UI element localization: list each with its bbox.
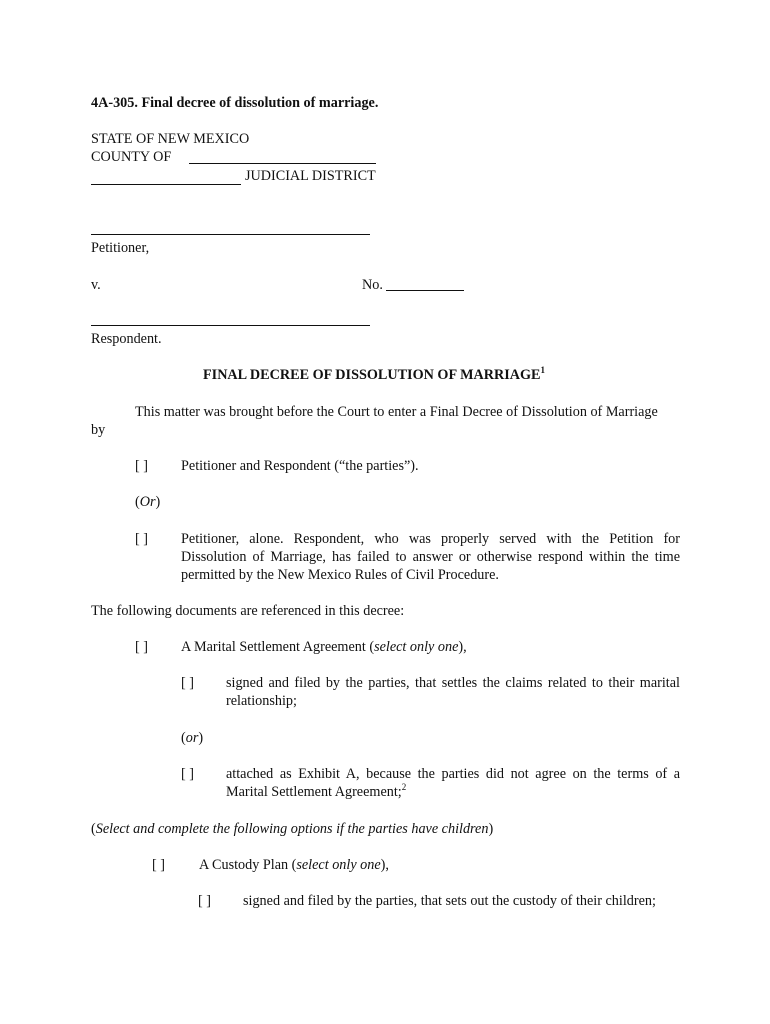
option-petitioner-alone: Petitioner, alone. Respondent, who was properly served with the Petition for Dissolution of Marriage, has failed to answer or otherwise respond within the time permitted by the New Mexico Rules of Civil Procedure. <box>181 531 680 583</box>
msa-select-note: select only one <box>374 639 459 655</box>
or-option-1: (Or) <box>135 494 161 510</box>
respondent-label: Respondent. <box>91 331 162 347</box>
documents-intro: The following documents are referenced in this decree: <box>91 603 405 619</box>
or-option-2-text: or <box>185 730 199 746</box>
msa-attached-option <box>226 765 680 801</box>
decree-heading-text: FINAL DECREE OF DISSOLUTION OF MARRIAGE <box>203 367 541 383</box>
footnote-1-ref: 1 <box>540 365 546 375</box>
checkbox-both-parties[interactable]: [ ] <box>135 458 148 474</box>
decree-heading <box>203 366 545 384</box>
versus-label: v. <box>91 277 101 293</box>
checkbox-custody-signed[interactable]: [ ] <box>198 893 211 909</box>
checkbox-msa[interactable]: [ ] <box>135 639 148 655</box>
custody-label-text: A Custody Plan ( <box>199 857 297 873</box>
msa-label <box>181 638 467 656</box>
checkbox-msa-signed[interactable]: [ ] <box>181 675 194 691</box>
case-number-blank[interactable] <box>386 290 464 291</box>
or-option-1-text: Or <box>139 494 156 510</box>
msa-label-text: A Marital Settlement Agreement ( <box>181 639 375 655</box>
district-blank[interactable] <box>91 184 241 185</box>
custody-label <box>199 856 389 874</box>
petitioner-name-blank[interactable] <box>91 234 370 235</box>
children-note-text: Select and complete the following options if the parties have children <box>95 821 489 837</box>
county-label: COUNTY OF <box>91 149 172 165</box>
intro-line-1: This matter was brought before the Court to enter a Final Decree of Dissolution of Marriage <box>135 404 658 420</box>
or-option-2: (or) <box>181 730 204 746</box>
rule-title: 4A-305. Final decree of dissolution of marriage. <box>91 95 379 111</box>
district-label: JUDICIAL DISTRICT <box>245 168 376 184</box>
children-note: (Select and complete the following options if the parties have children) <box>91 821 494 837</box>
msa-signed-option: signed and filed by the parties, that settles the claims related to their marital relationship; <box>226 675 680 709</box>
custody-select-note: select only one <box>296 857 381 873</box>
option-both-parties: Petitioner and Respondent (“the parties”). <box>181 458 419 474</box>
msa-label-end: ), <box>458 639 467 655</box>
footnote-2-ref: 2 <box>401 782 407 792</box>
custody-label-end: ), <box>380 857 389 873</box>
petitioner-label: Petitioner, <box>91 240 150 256</box>
intro-line-2: by <box>91 422 106 438</box>
state-line: STATE OF NEW MEXICO <box>91 131 250 147</box>
case-number-label: No. <box>362 277 383 293</box>
checkbox-custody[interactable]: [ ] <box>152 857 165 873</box>
checkbox-petitioner-alone[interactable]: [ ] <box>135 531 148 547</box>
msa-attached-text: attached as Exhibit A, because the parties did not agree on the terms of a Marital Settlement Agreement; <box>226 766 680 800</box>
county-blank[interactable] <box>189 163 376 164</box>
respondent-name-blank[interactable] <box>91 325 370 326</box>
custody-signed-option: signed and filed by the parties, that sets out the custody of their children; <box>243 893 656 909</box>
checkbox-msa-attached[interactable]: [ ] <box>181 766 194 782</box>
